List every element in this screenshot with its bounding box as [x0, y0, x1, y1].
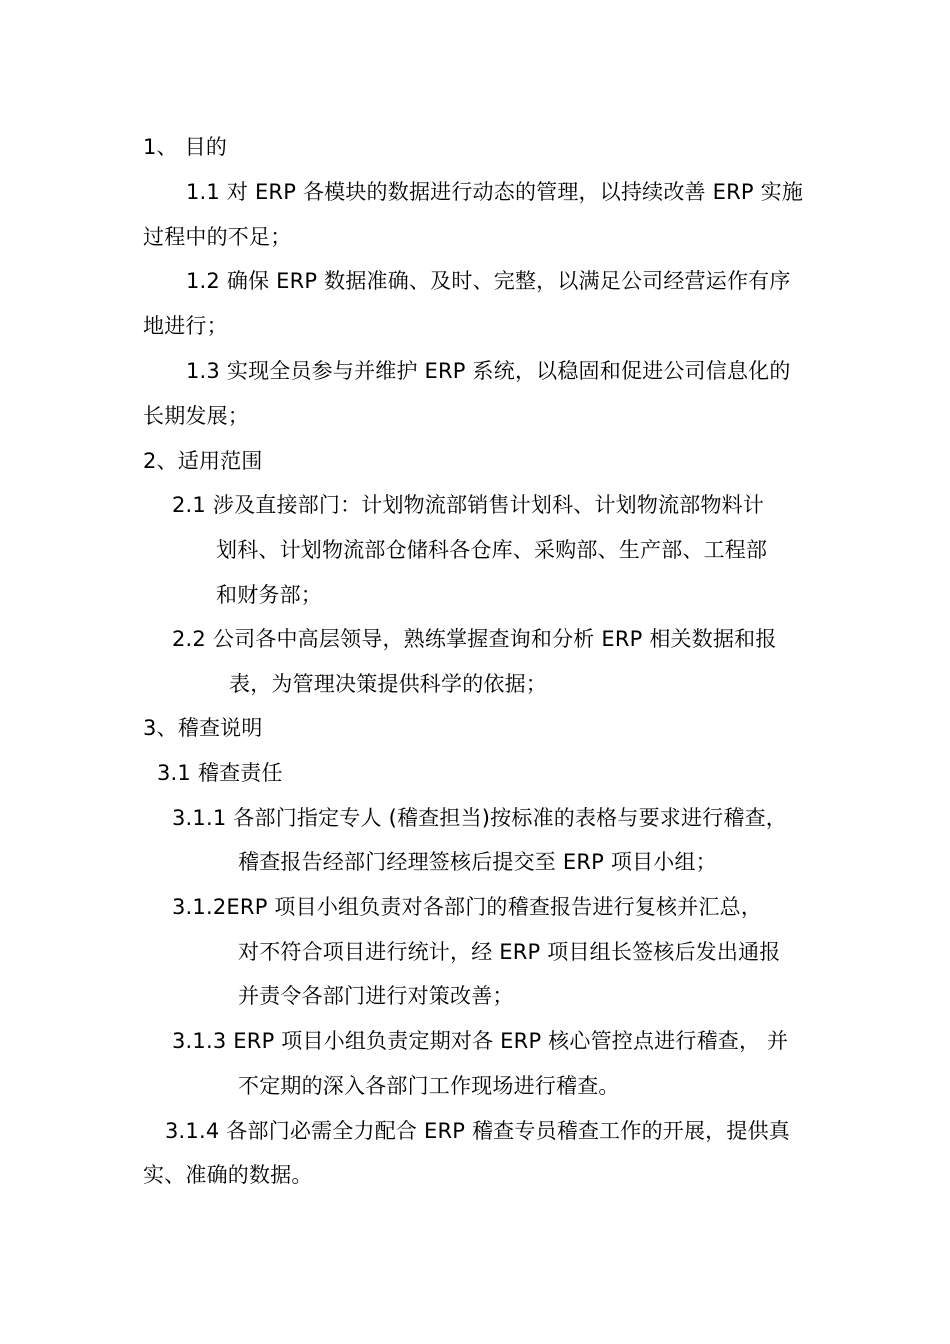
section-3-heading: 3、稽查说明 — [143, 716, 263, 740]
clause-3-1-3: 3.1.3 ERP 项目小组负责定期对各 ERP 核心管控点进行稽查， 并 — [172, 1029, 789, 1053]
clause-2-2-cont: 表，为管理决策提供科学的依据； — [229, 672, 547, 696]
clause-3-1-1-cont: 稽查报告经部门经理签核后提交至 ERP 项目小组； — [238, 850, 717, 874]
clause-3-1-4: 3.1.4 各部门必需全力配合 ERP 稽查专员稽查工作的开展，提供真 — [165, 1119, 790, 1143]
clause-1-1-cont: 过程中的不足； — [143, 225, 292, 249]
clause-1-3-cont: 长期发展； — [143, 404, 249, 428]
clause-2-1-cont-2: 和财务部； — [216, 583, 322, 607]
clause-3-1-2: 3.1.2ERP 项目小组负责对各部门的稽查报告进行复核并汇总， — [172, 895, 763, 919]
clause-3-1-2-cont-1: 对不符合项目进行统计，经 ERP 项目组长签核后发出通报 — [238, 940, 781, 964]
section-2-heading: 2、适用范围 — [143, 449, 263, 473]
clause-3-1-3-cont: 不定期的深入各部门工作现场进行稽查。 — [238, 1074, 620, 1098]
clause-1-3: 1.3 实现全员参与并维护 ERP 系统，以稳固和促进公司信息化的 — [186, 359, 791, 383]
section-1-heading: 1、 目的 — [143, 135, 228, 159]
clause-3-1-1: 3.1.1 各部门指定专人 (稽查担当)按标准的表格与要求进行稽查， — [172, 806, 787, 830]
clause-1-2: 1.2 确保 ERP 数据准确、及时、完整，以满足公司经营运作有序 — [186, 269, 791, 293]
clause-1-2-cont: 地进行； — [143, 314, 228, 338]
clause-3-1-2-cont-2: 并责令各部门进行对策改善； — [238, 984, 514, 1008]
clause-2-2: 2.2 公司各中高层领导，熟练掌握查询和分析 ERP 相关数据和报 — [172, 627, 777, 651]
clause-2-1: 2.1 涉及直接部门：计划物流部销售计划科、计划物流部物料计 — [172, 493, 765, 517]
clause-1-1: 1.1 对 ERP 各模块的数据进行动态的管理，以持续改善 ERP 实施 — [186, 180, 804, 204]
subsection-3-1-heading: 3.1 稽查责任 — [157, 761, 283, 785]
clause-2-1-cont-1: 划科、计划物流部仓储科各仓库、采购部、生产部、工程部 — [216, 538, 768, 562]
clause-3-1-4-cont: 实、准确的数据。 — [143, 1163, 313, 1187]
